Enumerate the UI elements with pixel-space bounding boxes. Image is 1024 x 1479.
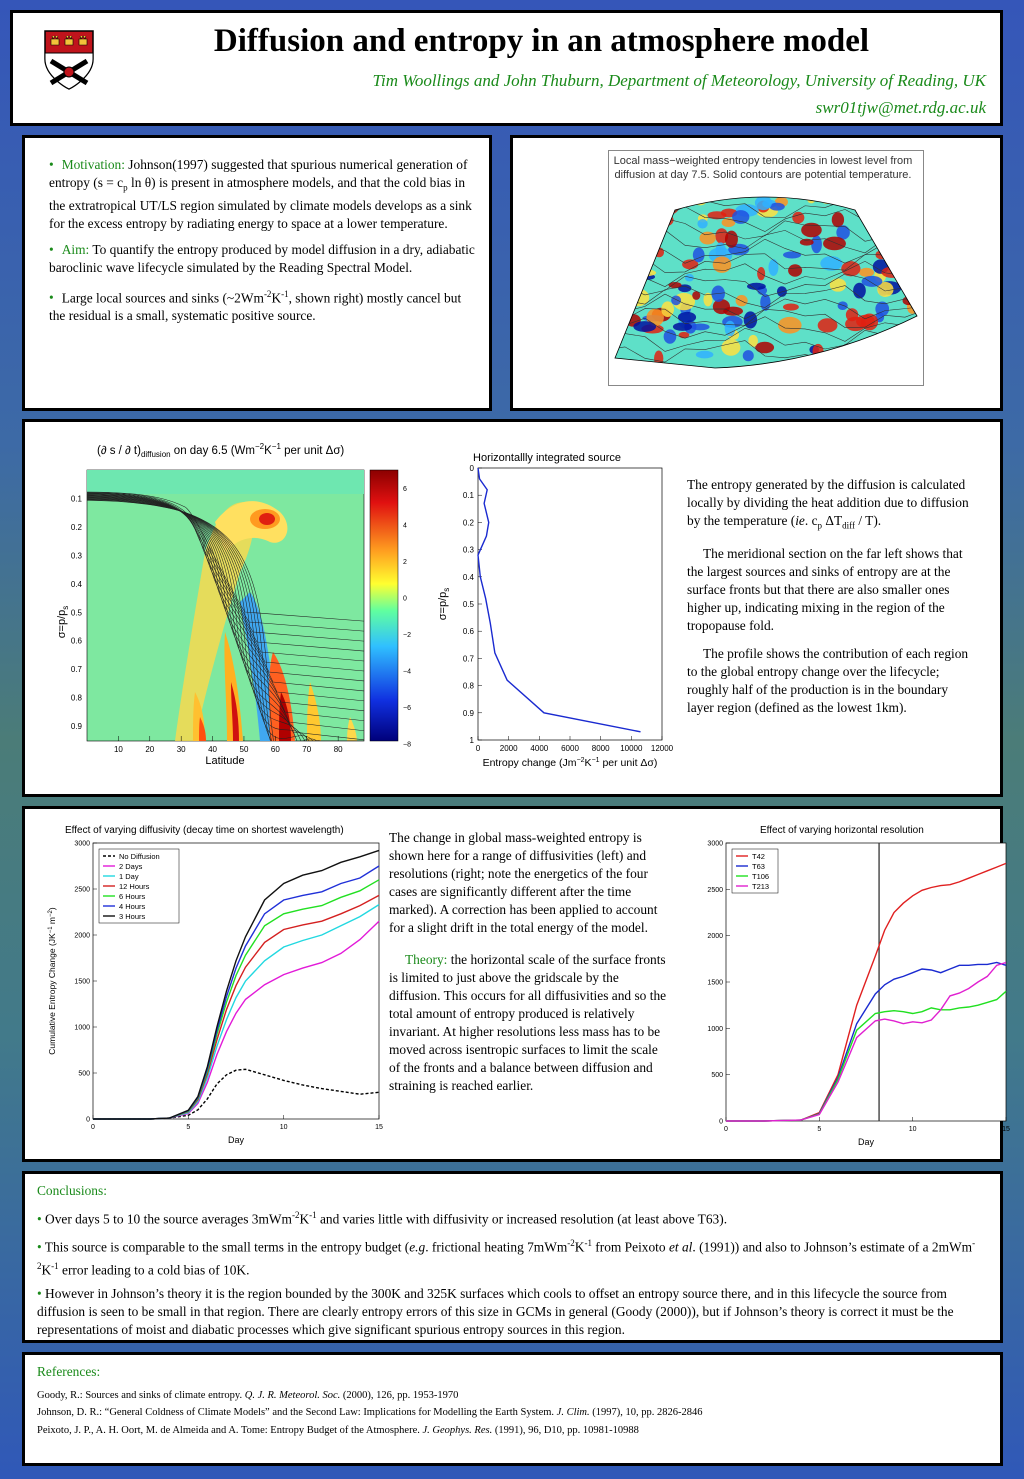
map-shading [656,197,679,215]
map-shading [819,352,837,362]
resolution-plot [680,837,1010,1147]
map-shading [693,248,705,263]
resolution-xlabel: Day [857,1137,875,1147]
lifecycle-panel [22,806,1010,1162]
map-shading [881,267,903,278]
profile-ytick-label: 0.7 [462,654,474,664]
diffusivity-ytick-label: 3000 [74,840,90,848]
map-shading [654,351,663,367]
diffusivity-legend-label: 6 Hours [119,892,146,901]
colorbar-tick-label: 0 [403,595,407,603]
map-shading [693,191,708,206]
section-ytick-label: 0.8 [70,693,82,703]
profile-ytick-label: 0.4 [462,572,474,582]
diffusivity-figure-title: Effect of varying diffusivity (decay time on shortest wavelength) [65,825,344,836]
resolution-xtick-label: 10 [908,1126,917,1133]
map-shading [748,335,758,347]
section-figure-title: (∂ s / ∂ $t)_{diffusion}$ on day 6.5 ($Wm^{-2}K^{-1}$ per unit Δσ) [97,442,345,460]
profile-line [478,468,641,732]
header-panel [10,10,1003,126]
map-shading [609,242,622,258]
section-ytick-label: 0.4 [70,579,82,589]
map-shading [616,274,631,287]
section-ytick-label: 0.5 [70,608,82,618]
reference-peixoto: Peixoto, J. P., A. H. Oort, M. de Almeida and A. Tome: Entropy Budget of the Atmosphere. J. Geophys. Res. (1991), 96, D10, pp. 10981-10988 [37,1424,639,1436]
map-shading [895,343,917,358]
profile-xtick-label: 8000 [591,744,610,753]
map-shading [747,283,766,290]
resolution-ytick-label: 0 [719,1118,723,1126]
map-shading [696,351,714,359]
section-ytick-label: 0.9 [70,722,82,732]
diffusivity-plot [33,837,383,1147]
sources-bullet: • Large local sources and sinks ($\sim 2Wm^{-2}K^{-1}$, shown right) mostly cancel but the residual is a small, systematic positive source. [49,288,462,324]
profile-xtick-label: 2000 [499,744,518,753]
section-paragraph-3: The profile shows the contribution of each region to the global entropy change over the lifecycle; roughly half of the production is in the boundary layer region (defined as the lowest 1km). [687,645,969,715]
colorbar-tick-label: 6 [403,486,407,493]
section-xtick-label: 50 [239,745,249,754]
map-shading [901,267,923,280]
map-shading [633,321,656,332]
diffusivity-xlabel: Day [227,1135,245,1145]
author-line: Tim Woollings and John Thuburn, Department of Meteorology, University of Reading, UK [372,71,986,90]
map-shading [655,195,673,202]
resolution-ytick-label: 2000 [707,933,723,941]
conclusions-heading: Conclusions: [37,1183,107,1198]
profile-xtick-label: 0 [475,744,481,753]
resolution-ytick-label: 500 [711,1072,723,1080]
map-shading [655,209,672,219]
map-shading [768,259,778,276]
diffusivity-legend-label: 4 Hours [119,902,146,911]
map-shading [636,269,656,276]
motivation-bullet: • Motivation: Johnson(1997) suggested that spurious numerical generation of entropy ($s = c_p$ ln θ) is present in atmosphere models, and that the cold bias in the extratropical UT/LS region simulated by climate models develops as a sink for the excess entropy by radiating energy to space at a lower temperature. [49,157,472,231]
map-shading [725,321,736,337]
profile-xtick-label: 6000 [561,744,579,753]
section-xtick-label: 30 [176,745,186,754]
reference-goody: Goody, R.: Sources and sinks of climate entropy. Q. J. R. Meteorol. Soc. (2000), 126, pp. 1953-1970 [37,1389,459,1401]
diffusivity-legend-label: 1 Day [119,872,139,881]
map-shading [641,259,653,270]
profile-ytick-label: 0.9 [462,708,474,718]
diffusivity-ytick-label: 500 [78,1070,90,1078]
map-shading [893,325,916,334]
map-shading [611,279,632,295]
conclusions-panel [22,1171,1003,1343]
diffusivity-legend-label: 3 Hours [119,912,146,921]
map-shading [891,209,905,216]
profile-axes-frame [478,468,662,740]
map-shading [713,299,730,314]
colorbar-tick-label: −4 [403,668,411,676]
map-shading [721,339,740,355]
diffusivity-xtick-label: 10 [279,1124,288,1131]
poster-title: Diffusion and entropy in an atmosphere model [213,23,870,59]
theory-paragraph: Theory: the horizontal scale of the surface fronts is limited to just above the gridscale by the diffusion. This occurs for all diffusivities and so the total amount of entropy produced is relatively invariant. At higher resolutions less mass has to be moved across isentropic surfaces to limit the scale of the fronts and a balance between diffusion and straining is reached earlier. [389,952,667,1093]
map-shading [906,234,915,249]
map-shading [624,234,640,246]
section-xlabel: Latitude [205,755,245,767]
section-description [687,476,969,717]
map-shading [891,327,906,334]
map-shading [862,276,883,287]
map-shading [846,356,856,368]
conclusion-3: • However in Johnson’s theory it is the region bounded by the 300K and 325K surfaces which cools to offset an entropy source there, and in this lifecycle the source from diffusion is seen to be small in that region. There are clearly entropy errors of this size in GCMs in general (Goody (2000)), but if Johnson’s theory is correct it must be the representations of moist and diabatic processes which give significant spurious entropy sources in this region. [37,1286,954,1338]
map-shading [634,213,648,230]
profile-ytick-label: 1 [469,736,474,745]
references-heading: References: [37,1364,101,1379]
resolution-ytick-label: 3000 [707,840,723,848]
profile-xtick-label: 10000 [620,744,643,753]
resolution-legend-label: T106 [752,872,770,881]
map-figure-panel [510,135,1003,411]
section-xtick-label: 70 [302,745,312,754]
map-shading [783,303,799,310]
reference-johnson: Johnson, D. R.: “General Coldness of Climate Models” and the Second Law: Implications for Modelling the Earth System. J. Clim. (1997), 10, pp. 2826-2846 [37,1407,703,1418]
diffusivity-legend-label: 2 Days [119,862,143,871]
resolution-ytick-label: 1000 [707,1025,723,1033]
map-shading [743,350,754,361]
section-ytick-label: 0.3 [70,551,82,561]
profile-ytick-label: 0.1 [462,491,474,501]
resolution-figure-title: Effect of varying horizontal resolution [760,825,924,836]
lifecycle-description [389,829,671,1095]
diffusivity-legend-label: No Diffusion [119,852,160,861]
map-shading [639,213,647,228]
references-panel [22,1352,1003,1466]
section-ytick-label: 0.7 [70,665,82,675]
section-xtick-label: 40 [208,745,218,754]
map-shading [889,241,911,255]
colorbar-tick-label: −8 [403,741,411,749]
section-ytick-label: 0.6 [70,636,82,646]
map-shading [697,219,707,229]
section-paragraph-1: The entropy generated by the diffusion is calculated locally by dividing the heat addition due to diffusion by the temperature (ie. $c_p$ $\Delta T_{diff} / T$). [687,477,969,531]
profile-ytick-label: 0.8 [462,681,474,691]
diffusivity-xtick-label: 0 [91,1124,95,1131]
lifecycle-paragraph-1: The change in global mass-weighted entropy is shown here for a range of diffusivities (left) and resolutions (right; note the energetics of the four cases are significantly different after the time marked). A correction has been applied to account for a slight drift in the total energy of the model. [389,830,658,935]
profile-ytick-label: 0.2 [462,518,474,528]
map-shading [634,241,649,255]
map-shading [788,264,802,276]
profile-xtick-label: 12000 [650,744,674,753]
map-shading [894,246,909,258]
map-shading [910,196,918,205]
profile-ylabel: $\sigma=p/p_s$ [437,587,451,621]
map-shading [886,220,897,232]
map-shading [811,235,822,253]
map-shading [873,218,881,234]
diffusivity-legend-label: 12 Hours [119,882,150,891]
email-line: swr01tjw@met.rdg.ac.uk [815,98,986,117]
colorbar-tick-label: 2 [403,559,407,566]
section-xtick-label: 80 [333,745,343,754]
map-shading [777,286,787,297]
entropy-tendency-map [605,188,925,368]
map-shading [823,237,846,251]
profile-figure-title: Horizontallly integrated source [473,452,621,464]
resolution-xtick-label: 0 [724,1126,728,1133]
map-shading [613,213,626,225]
map-shading [755,196,772,210]
map-shading [634,204,645,214]
profile-ytick-label: 0 [469,464,474,473]
map-shading [608,252,625,263]
diffusivity-ytick-label: 0 [86,1116,90,1124]
aim-bullet: • Aim: To quantify the entropy produced by model diffusion in a dry, adiabatic baroclinic wave lifecycle simulated by the Reading Spectral Model. [49,241,475,275]
colorbar-tick-label: −2 [403,632,411,639]
resolution-legend-label: T213 [752,882,770,891]
diffusivity-ytick-label: 2500 [74,886,90,894]
diffusivity-ytick-label: 2000 [74,932,90,940]
diffusivity-xtick-label: 5 [186,1124,191,1131]
profile-ytick-label: 0.5 [462,600,474,609]
intro-panel [22,135,492,411]
map-shading [778,317,801,334]
map-shading [673,323,692,331]
section-panel [22,419,1003,797]
colorbar-tick-label: 4 [403,522,407,530]
section-ylabel: $\sigma=p/p_s$ [56,605,70,639]
resolution-legend-label: T63 [752,862,765,871]
section-paragraph-2: The meridional section on the far left shows that the largest sources and sinks of entropy are at the surface fronts but that there are also smaller ones higher up, indicating mixing in the region of the tropopause fold. [687,545,963,633]
map-shading [807,195,815,203]
resolution-ytick-label: 1500 [707,979,723,987]
resolution-xtick-label: 5 [817,1126,822,1133]
colorbar-tick-label: −6 [403,705,411,712]
resolution-xtick-label: 15 [1002,1126,1010,1133]
map-shading [671,295,681,305]
map-shading [755,342,774,354]
section-xtick-label: 10 [113,745,123,754]
section-xtick-label: 60 [270,745,280,754]
map-shading [838,301,848,310]
section-ytick-label: 0.2 [70,522,82,532]
meridional-section-plot [55,462,415,782]
profile-xlabel: Entropy change ($Jm^{-2}K^{-1}$ per unit Δσ) [482,757,658,769]
map-shading [678,312,696,323]
map-shading [904,192,914,206]
map-shading [813,344,824,359]
map-shading [783,251,801,258]
map-shading [859,268,874,277]
profile-plot [420,460,674,780]
profile-xtick-label: 4000 [530,744,549,753]
conclusion-2: • This source is comparable to the small terms in the entropy budget (e.g. frictional heating $7mWm^{-2}K^{-1}$ from Peixoto et al. (1991)) and also to Johnson’s estimate of a $2mWm^{-2}K^{-1}$ error leading to a cold bias of 10K. [37,1238,976,1278]
diffusivity-ytick-label: 1500 [74,978,90,986]
profile-ytick-label: 0.6 [462,627,474,637]
section-xtick-label: 20 [145,745,155,754]
map-shading [853,283,866,299]
map-figure-title: Local mass−weighted entropy tendencies in lowest level from diffusion at day 7.5. Solid contours are potential temperature. [613,155,913,181]
map-shading [832,212,844,227]
diffusivity-ylabel: Cumulative Entropy Change ($JK^{-1}$ $m^{-2}$) [47,907,57,1055]
profile-ytick-label: 0.3 [462,545,474,555]
map-shading [845,317,866,331]
resolution-legend-label: T42 [752,852,765,861]
conclusion-1: • Over days 5 to 10 the source averages $3mWm^{-2}K^{-1}$ and varies little with diffusivity or increased resolution (at least above T63). [37,1210,728,1227]
map-shading [830,278,846,291]
diffusivity-ytick-label: 1000 [74,1024,90,1032]
colorbar [370,470,398,741]
diffusivity-xtick-label: 15 [375,1124,383,1131]
map-shading [644,210,666,226]
resolution-ytick-label: 2500 [707,886,723,894]
map-shading [653,213,674,227]
section-ytick-label: 0.1 [70,494,82,504]
map-shading [635,199,650,213]
